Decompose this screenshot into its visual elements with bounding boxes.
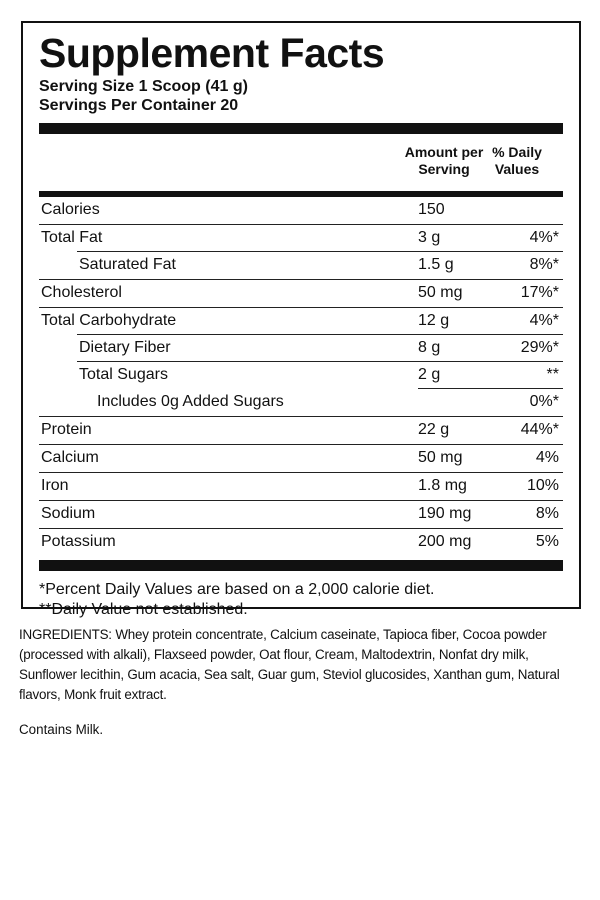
nutrient-dv: 0%*	[529, 393, 559, 410]
nutrient-amount: 22 g	[418, 421, 450, 438]
nutrient-name: Protein	[41, 421, 92, 438]
serving-size: Serving Size 1 Scoop (41 g)	[39, 78, 248, 95]
nutrient-name: Calories	[41, 201, 100, 218]
nutrient-amount: 190 mg	[418, 505, 472, 522]
nutrient-dv: 5%	[535, 533, 559, 550]
nutrient-row-added-sugars	[39, 389, 563, 417]
nutrient-amount: 1.5 g	[418, 256, 454, 273]
nutrient-amount: 2 g	[418, 366, 441, 383]
nutrient-amount: 50 mg	[418, 449, 463, 466]
nutrient-row-saturated-fat	[39, 252, 563, 280]
daily-values-header: % Daily Values	[492, 144, 542, 177]
thick-divider	[39, 123, 563, 134]
nutrient-row-cholesterol	[39, 280, 563, 308]
nutrient-row-total-carbohydrate	[39, 308, 563, 335]
nutrient-row-sodium	[39, 501, 563, 529]
nutrient-name: Cholesterol	[41, 284, 122, 301]
nutrient-name: Sodium	[41, 505, 96, 522]
dv-not-established-footnote: **Daily Value not established.	[39, 601, 248, 618]
nutrient-amount: 200 mg	[418, 533, 472, 550]
nutrient-row-iron	[39, 473, 563, 501]
nutrient-name: Total Carbohydrate	[41, 312, 177, 329]
nutrient-name: Total Sugars	[79, 366, 168, 383]
nutrient-dv: 4%	[535, 449, 559, 466]
ingredients-text: INGREDIENTS: Whey protein concentrate, Calcium caseinate, Tapioca fiber, Cocoa powder (processed with alkali), Flaxseed powder, Oat flour, Cream, Maltodextrin, Nonfat dry milk, Sunflower lecithin, Gum acacia, Sea salt, Guar gum, Steviol glucosides, Xanthan gum, Natural flavors, Monk fruit extract.	[19, 627, 560, 702]
nutrient-dv: 29%*	[520, 339, 559, 356]
nutrient-dv: 17%*	[520, 284, 559, 301]
nutrient-name: Calcium	[41, 449, 99, 466]
nutrient-row-total-fat	[39, 225, 563, 252]
nutrient-row-calories	[39, 197, 563, 225]
nutrient-name: Dietary Fiber	[79, 339, 171, 356]
nutrient-row-potassium	[39, 529, 563, 556]
nutrient-dv: 8%*	[529, 256, 559, 273]
nutrient-amount: 1.8 mg	[418, 477, 467, 494]
nutrient-row-calcium	[39, 445, 563, 473]
nutrient-name: Iron	[41, 477, 69, 494]
nutrient-name: Total Fat	[41, 229, 103, 246]
panel-title: Supplement Facts	[39, 30, 385, 76]
nutrient-amount: 12 g	[418, 312, 450, 329]
servings-per-container: Servings Per Container 20	[39, 97, 239, 114]
nutrient-amount: 50 mg	[418, 284, 463, 301]
nutrient-table	[39, 197, 563, 556]
nutrient-name: Saturated Fat	[79, 256, 176, 273]
nutrient-row-dietary-fiber	[39, 335, 563, 362]
footnotes	[39, 580, 563, 620]
nutrient-dv: 4%*	[529, 229, 559, 246]
nutrient-row-total-sugars	[39, 362, 563, 389]
nutrient-amount: 3 g	[418, 229, 441, 246]
percent-dv-footnote: *Percent Daily Values are based on a 2,000 calorie diet.	[39, 581, 435, 598]
amount-per-serving-header: Amount per Serving	[404, 144, 484, 177]
allergen-statement: Contains Milk.	[19, 722, 104, 737]
nutrient-row-protein	[39, 417, 563, 445]
nutrient-dv: **	[546, 366, 559, 383]
supplement-facts-panel	[21, 21, 581, 618]
nutrient-name: Includes 0g Added Sugars	[97, 393, 284, 410]
nutrient-name: Potassium	[41, 533, 116, 550]
column-header-row	[39, 134, 563, 191]
nutrient-dv: 44%*	[520, 421, 559, 438]
nutrient-amount: 150	[418, 201, 445, 218]
nutrient-dv: 10%	[526, 477, 559, 494]
bottom-thick-divider	[39, 560, 563, 571]
nutrient-dv: 4%*	[529, 312, 559, 329]
nutrient-amount: 8 g	[418, 339, 441, 356]
nutrient-dv: 8%	[535, 505, 559, 522]
